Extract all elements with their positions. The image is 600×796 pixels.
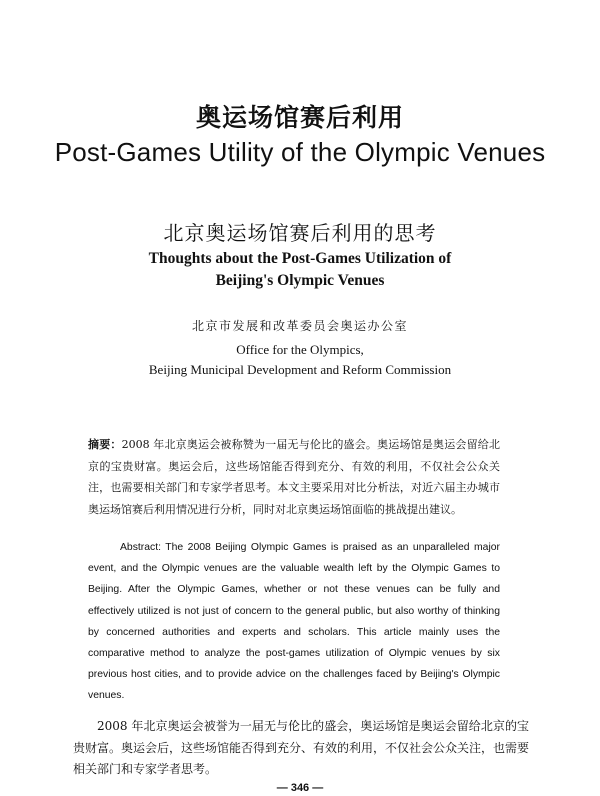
affiliation-en-line1: Office for the Olympics, [236, 342, 364, 357]
abstract-en [88, 537, 500, 707]
abstract-cn-text: 2008 年北京奥运会被称赞为一届无与伦比的盛会。奥运场馆是奥运会留给北京的宝贵财富。奥运会后，这些场馆能否得到充分、有效的利用，不仅社会公众关注，也需要相关部门和专家学者思考。本文主要采用对比分析法，对近六届主办城市奥运场馆赛后利用情况进行分析，同时对北京奥运场馆面临的挑战提出建议。 [88, 438, 500, 516]
article-title-cn: 北京奥运场馆赛后利用的思考 [163, 221, 437, 245]
affiliation-cn: 北京市发展和改革委员会奥运办公室 [191, 319, 408, 333]
article-title-en-line1: Thoughts about the Post-Games Utilization of [148, 250, 452, 267]
abstract-cn [88, 434, 500, 520]
affiliation-en [0, 340, 600, 380]
abstract-cn-label: 摘要： [88, 438, 122, 451]
affiliation-en-line2: Beijing Municipal Development and Reform Commission [148, 362, 452, 377]
section-title-cn: 奥运场馆赛后利用 [195, 103, 404, 132]
body-paragraph: 2008 年北京奥运会被誉为一届无与伦比的盛会，奥运场馆是奥运会留给北京的宝贵财富。奥运会后，这些场馆能否得到充分、有效的利用，不仅社会公众关注，也需要相关部门和专家学者思考。 [73, 719, 530, 777]
page-number: — 346 — [276, 782, 324, 794]
section-title-en: Post-Games Utility of the Olympic Venues [54, 137, 546, 167]
abstract-en-text: The 2008 Beijing Olympic Games is praised as an unparalleled major event, and the Olympic venues are the valuable wealth left by the Olympic Games to Beijing. After the Olympic Games, whether or not these venues can be fully and effectively utilized is not just of concern to the general public, but also worthy of thinking by concerned authorities and experts and scholars. This article mainly uses the comparative method to analyze the post-games utilization of Olympic venues by six previous host cities, and to provide advice on the challenges faced by Beijing's Olympic venues. [88, 542, 500, 702]
article-title-en [0, 248, 600, 292]
abstract-en-label: Abstract: [120, 542, 161, 553]
article-title-en-line2: Beijing's Olympic Venues [215, 272, 385, 289]
